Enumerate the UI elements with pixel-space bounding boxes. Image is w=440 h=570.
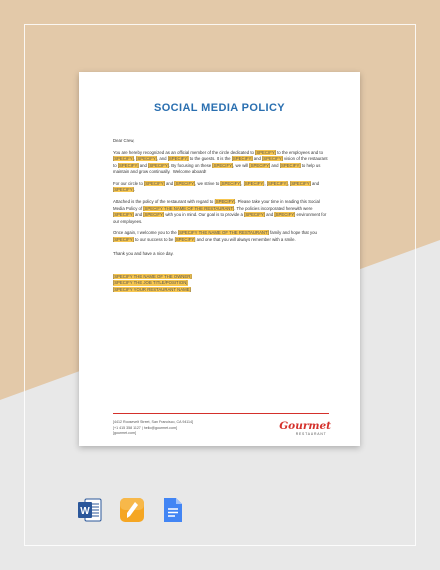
logo-subtitle: RESTAURANT [295, 432, 327, 436]
paragraph-4: Once again, I welcome you to the [SPECIFY THE NAME OF THE RESTAURANT] family and hope that you [SPECIFY] to our success to be [SPECIFY] and one that you will always remember with a smile. [113, 230, 317, 242]
paragraph-1: You are hereby recognized as an official member of the circle dedicated to [SPECIFY] to the employees and to [SPECIFY], [SPECIFY], and [SPECIFY] to the guests. It is the [SPECIFY] and [SPECIFY] vision of the restaurant to [SPECIFY] and [SPECIFY]. By focusing on these [SPECIFY], we will [SPECIFY] and [SPECIFY] to help us maintain and grow continually. Welcome aboard! [113, 149, 328, 175]
footer-address: [4412 Roosevelt Street, San Francisco, CA 94114] [113, 420, 194, 424]
signature-restaurant: [SPECIFY YOUR RESTAURANT NAME] [113, 286, 191, 292]
google-docs-icon[interactable] [158, 496, 186, 524]
greeting: Dear Crew, [113, 138, 135, 143]
document-page [79, 72, 360, 446]
signature-block [113, 274, 329, 294]
document-body [113, 138, 329, 293]
signature-owner: [SPECIFY THE NAME OF THE OWNER] [113, 273, 192, 279]
signature-job-title: [SPECIFY THE JOB TITLE/POSITION] [113, 280, 188, 286]
paragraph-2: For our circle to [SPECIFY] and [SPECIFY], we strive to [SPECIFY], [SPECIFY], [SPECIFY], [SPECIFY] and [SPECIFY]. [113, 180, 320, 193]
footer-contact [113, 420, 233, 437]
footer-divider [113, 413, 329, 414]
footer-phone-email: [+1 415 358 1127 | hello@gourmet.com] [113, 425, 177, 430]
restaurant-logo [279, 421, 331, 436]
pages-icon[interactable] [118, 496, 146, 524]
document-title: SOCIAL MEDIA POLICY [153, 102, 286, 114]
word-icon[interactable] [76, 496, 104, 524]
paragraph-3: Attached is the policy of the restaurant with regard to [SPECIFY]. Please take your time in reading this Social Media Policy of [SPECIFY THE NAME OF THE RESTAURANT]. The policies incorporated herewith were [SPECIFY] and [SPECIFY] with you in mind. Our goal is to provide a [SPECIFY] and [SPECIFY] environment for our employees. [113, 199, 327, 224]
svg-text:W: W [80, 506, 90, 517]
closing-line: Thank you and have a nice day. [113, 251, 174, 257]
footer-website: [gourmet.com] [113, 431, 136, 435]
logo-name: Gourmet [279, 420, 331, 432]
